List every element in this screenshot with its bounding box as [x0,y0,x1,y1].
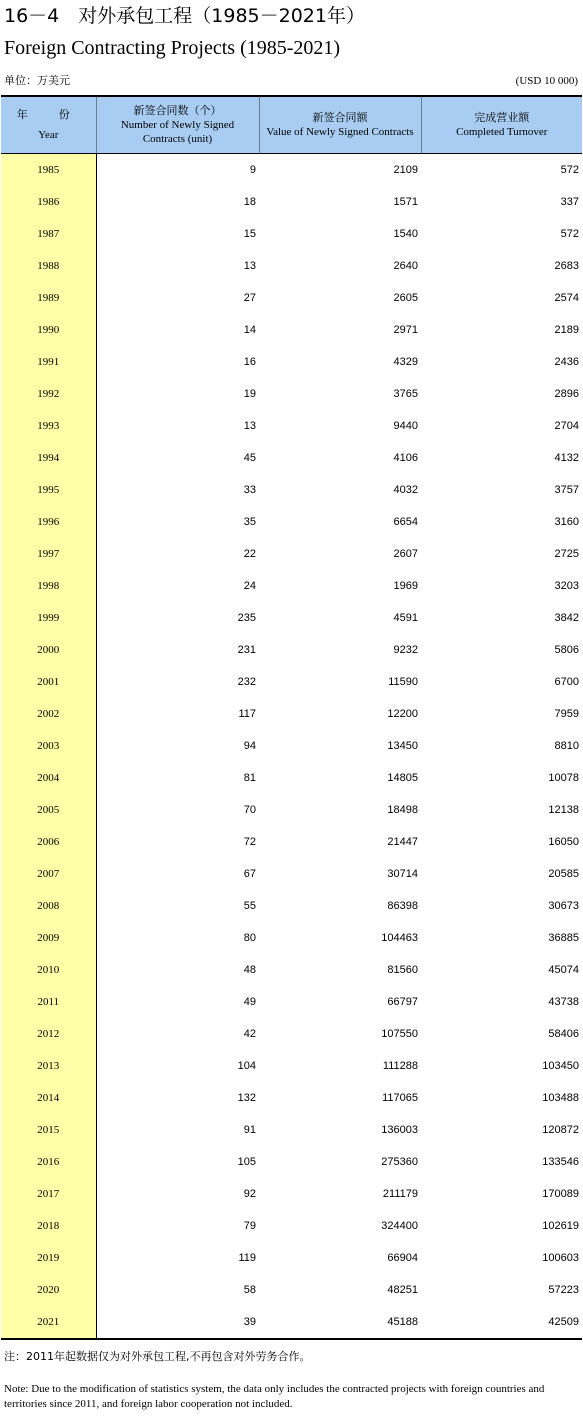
year-cell: 2012 [1,1018,96,1050]
value-cell: 117065 [382,1092,418,1104]
unit-label-en: (USD 10 000) [515,75,578,87]
table-row [1,794,582,826]
table-row [1,986,582,1018]
value-cell: 9440 [393,420,418,432]
year-cell: 2017 [1,1178,96,1210]
year-cell: 1988 [1,250,96,282]
footnote-en: Note: Due to the modification of statistics system, the data only includes the contracted projects with foreign countries and territories since 2011, and foreign labor cooperation not included. [4,1383,545,1410]
year-cell: 2001 [1,666,96,698]
table-row [1,410,582,442]
footnote-cn: 注：2011年起数据仅为对外承包工程,不再包含对外劳务合作。 [4,1350,311,1363]
contracts-cell: 48 [243,964,256,976]
table-row [1,186,582,218]
value-cell: 48251 [387,1284,418,1296]
value-cell: 4591 [393,612,418,624]
table-row [1,954,582,986]
table-row [1,1242,582,1274]
year-cell: 2010 [1,954,96,986]
year-cell: 2009 [1,922,96,954]
value-cell: 136003 [381,1124,418,1136]
year-cell: 1986 [1,186,96,218]
header-contracts-en: Number of Newly Signed Contracts (unit) [120,119,235,145]
contracts-cell: 105 [237,1156,256,1168]
table-row [1,634,582,666]
turnover-cell: 337 [560,196,579,208]
year-cell: 2008 [1,890,96,922]
contracts-cell: 72 [243,836,256,848]
year-cell: 1992 [1,378,96,410]
header-value [259,96,421,154]
table-row [1,1050,582,1082]
table-row [1,1210,582,1242]
table-row [1,1178,582,1210]
year-cell: 2016 [1,1146,96,1178]
year-cell: 2019 [1,1242,96,1274]
contracts-cell: 55 [243,900,256,912]
turnover-cell: 3757 [554,484,579,496]
contracts-cell: 27 [243,292,256,304]
value-cell: 107550 [381,1028,418,1040]
turnover-cell: 2704 [554,420,579,432]
table-row [1,762,582,794]
table-row [1,1274,582,1306]
year-cell: 2021 [1,1306,96,1339]
turnover-cell: 20585 [548,868,579,880]
turnover-cell: 7959 [554,708,579,720]
value-cell: 211179 [382,1188,418,1200]
contracts-cell: 19 [243,388,256,400]
contracts-cell: 70 [243,804,256,816]
turnover-cell: 8810 [554,740,579,752]
year-cell: 1990 [1,314,96,346]
turnover-cell: 3160 [554,516,579,528]
turnover-cell: 2683 [554,260,579,272]
header-value-en: Value of Newly Signed Contracts [266,126,414,138]
year-cell: 1989 [1,282,96,314]
turnover-cell: 572 [560,228,579,240]
value-cell: 2607 [393,548,418,560]
table-row [1,250,582,282]
turnover-cell: 3203 [554,580,579,592]
year-cell: 2005 [1,794,96,826]
table-row [1,698,582,730]
contracts-cell: 9 [249,164,256,176]
value-cell: 66797 [387,996,418,1008]
table-row [1,346,582,378]
page-title-cn: 16－4 对外承包工程（1985－2021年） [4,5,365,27]
table-row [1,218,582,250]
turnover-cell: 5806 [554,644,579,656]
value-cell: 2971 [393,324,418,336]
table-row [1,378,582,410]
turnover-cell: 45074 [548,964,579,976]
contracts-cell: 132 [237,1092,256,1104]
turnover-cell: 12138 [548,804,579,816]
value-cell: 11590 [388,676,418,688]
contracts-cell: 33 [243,484,256,496]
table-row [1,474,582,506]
value-cell: 324400 [381,1220,418,1232]
value-cell: 21447 [387,836,418,848]
value-cell: 66904 [387,1252,418,1264]
value-cell: 18498 [387,804,418,816]
value-cell: 1540 [393,228,418,240]
table-body [1,154,582,1340]
turnover-cell: 2189 [554,324,579,336]
contracts-cell: 91 [243,1124,256,1136]
year-cell: 1999 [1,602,96,634]
turnover-cell: 120872 [542,1124,579,1136]
turnover-cell: 6700 [554,676,579,688]
contracts-cell: 58 [243,1284,256,1296]
table-row [1,1114,582,1146]
contracts-cell: 104 [237,1060,256,1072]
table-row [1,570,582,602]
year-cell: 1994 [1,442,96,474]
year-cell: 2014 [1,1082,96,1114]
unit-label-cn: 单位：万美元 [4,74,70,87]
year-cell: 1991 [1,346,96,378]
table-header-row [1,96,582,154]
value-cell: 4032 [393,484,418,496]
value-cell: 6654 [393,516,418,528]
turnover-cell: 2574 [554,292,579,304]
contracts-cell: 45 [243,452,256,464]
year-cell: 2002 [1,698,96,730]
header-year-en: Year [38,129,59,141]
table-row [1,602,582,634]
table-row [1,1082,582,1114]
value-cell: 104463 [381,932,418,944]
contracts-cell: 22 [243,548,256,560]
header-value-cn: 新签合同额 [312,111,368,124]
contracts-cell: 119 [238,1252,256,1264]
turnover-cell: 43738 [548,996,579,1008]
turnover-cell: 2896 [554,388,579,400]
contracts-cell: 79 [243,1220,256,1232]
contracts-cell: 18 [243,196,256,208]
value-cell: 12200 [387,708,418,720]
year-cell: 1993 [1,410,96,442]
table-row [1,826,582,858]
header-year [1,96,96,154]
year-cell: 2006 [1,826,96,858]
value-cell: 14805 [387,772,418,784]
turnover-cell: 16050 [548,836,579,848]
contracts-cell: 39 [243,1316,256,1328]
header-year-cn: 年 份 [16,108,80,121]
contracts-cell: 92 [243,1188,256,1200]
value-cell: 30714 [387,868,418,880]
turnover-cell: 30673 [548,900,579,912]
contracts-cell: 80 [243,932,256,944]
year-cell: 2011 [1,986,96,1018]
year-cell: 2018 [1,1210,96,1242]
contracts-cell: 49 [243,996,256,1008]
turnover-cell: 572 [560,164,579,176]
contracts-cell: 24 [243,580,256,592]
turnover-cell: 133546 [542,1156,579,1168]
year-cell: 1996 [1,506,96,538]
header-contracts [96,96,259,154]
year-cell: 2004 [1,762,96,794]
value-cell: 2640 [393,260,418,272]
value-cell: 1969 [393,580,418,592]
value-cell: 86398 [387,900,418,912]
header-contracts-cn: 新签合同数（个） [133,104,222,117]
value-cell: 111288 [382,1060,418,1072]
value-cell: 2109 [393,164,418,176]
value-cell: 81560 [387,964,418,976]
year-cell: 2007 [1,858,96,890]
table-row [1,666,582,698]
header-turnover-en: Completed Turnover [456,126,548,138]
turnover-cell: 170089 [542,1188,579,1200]
turnover-cell: 42509 [548,1316,579,1328]
table-row [1,1146,582,1178]
contracts-cell: 232 [237,676,256,688]
turnover-cell: 2436 [554,356,579,368]
year-cell: 2003 [1,730,96,762]
year-cell: 2020 [1,1274,96,1306]
value-cell: 2605 [393,292,418,304]
value-cell: 4106 [393,452,418,464]
header-turnover [421,96,582,154]
contracts-cell: 42 [243,1028,256,1040]
contracts-cell: 15 [243,228,256,240]
table-row [1,314,582,346]
contracts-cell: 14 [243,324,256,336]
year-cell: 1985 [1,154,96,187]
table-row [1,890,582,922]
year-cell: 2013 [1,1050,96,1082]
turnover-cell: 58406 [548,1028,579,1040]
turnover-cell: 103488 [542,1092,579,1104]
table-row [1,442,582,474]
contracts-cell: 231 [237,644,256,656]
turnover-cell: 100603 [542,1252,579,1264]
turnover-cell: 4132 [554,452,579,464]
table-row [1,538,582,570]
contracts-cell: 117 [238,708,256,720]
contracts-cell: 81 [243,772,256,784]
value-cell: 275360 [381,1156,418,1168]
table-row [1,154,582,187]
turnover-cell: 36885 [548,932,579,944]
turnover-cell: 2725 [554,548,579,560]
value-cell: 45188 [387,1316,418,1328]
value-cell: 4329 [393,356,418,368]
contracts-cell: 35 [243,516,256,528]
turnover-cell: 103450 [542,1060,579,1072]
value-cell: 3765 [393,388,418,400]
page-title-en: Foreign Contracting Projects (1985-2021) [4,37,341,59]
turnover-cell: 57223 [548,1284,579,1296]
year-cell: 2000 [1,634,96,666]
table-row [1,730,582,762]
value-cell: 13450 [387,740,418,752]
contracts-cell: 13 [243,260,256,272]
year-cell: 1998 [1,570,96,602]
year-cell: 1987 [1,218,96,250]
turnover-cell: 3842 [554,612,579,624]
value-cell: 9232 [393,644,418,656]
contracts-cell: 16 [243,356,256,368]
header-turnover-cn: 完成营业额 [474,111,530,124]
table-row [1,922,582,954]
contracts-cell: 13 [243,420,256,432]
turnover-cell: 102619 [542,1220,579,1232]
turnover-cell: 10078 [548,772,579,784]
year-cell: 2015 [1,1114,96,1146]
contracting-table [1,95,582,1340]
table-row [1,1306,582,1339]
contracts-cell: 235 [237,612,256,624]
table-row [1,282,582,314]
contracts-cell: 94 [243,740,256,752]
table-row [1,1018,582,1050]
year-cell: 1995 [1,474,96,506]
table-row [1,506,582,538]
value-cell: 1571 [393,196,418,208]
contracts-cell: 67 [243,868,256,880]
table-row [1,858,582,890]
year-cell: 1997 [1,538,96,570]
